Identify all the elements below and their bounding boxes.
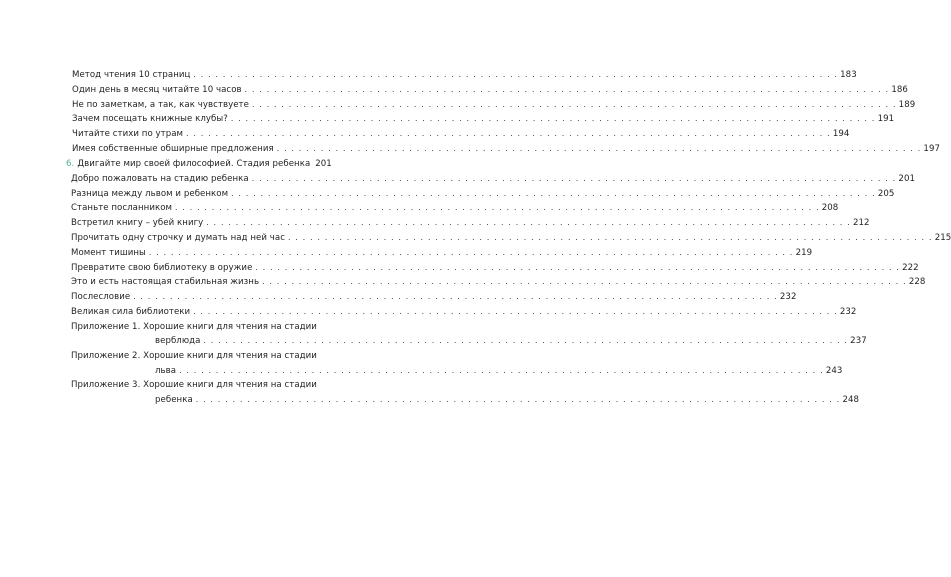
appendix-title-continued: льва [155, 365, 177, 376]
chapter-title: Двигайте мир своей философией. Стадия ребенка [77, 159, 311, 169]
toc-entry-title: Зачем посещать книжные клубы? [72, 114, 228, 125]
dot-leader [133, 290, 778, 305]
toc-entry-title: Не по заметкам, а так, как чувствуете [72, 99, 249, 110]
toc-entry-page: 191 [877, 114, 895, 125]
toc-entry-page: 222 [902, 262, 919, 273]
appendix-page: 243 [825, 365, 843, 376]
toc-entry [71, 246, 813, 261]
toc-entry-page: 194 [832, 129, 850, 140]
toc-entry-page: 232 [779, 292, 797, 303]
toc-entry [72, 98, 916, 113]
appendix-title-continued: верблюда [155, 336, 201, 347]
dot-leader [206, 216, 851, 231]
toc-entry-title: Добро пожаловать на стадию ребенка [71, 173, 249, 184]
toc-entry-page: 205 [877, 188, 895, 199]
toc-entry [72, 127, 850, 142]
toc-entry-title: Встретил книгу – убей книгу [71, 218, 204, 229]
appendix-title-continued: ребенка [155, 394, 193, 405]
toc-entry-title: Это и есть настоящая стабильная жизнь [71, 277, 260, 288]
toc-entry-title: Метод чтения 10 страниц [72, 70, 191, 80]
toc-entry [71, 231, 951, 246]
toc-entry [71, 216, 870, 231]
toc-entry-title: Читайте стихи по утрам [72, 129, 184, 140]
toc-entry-page: 201 [898, 173, 915, 184]
toc-entry-page: 186 [891, 84, 908, 95]
appendix-title: Приложение 1. Хорошие книги для чтения на стадии [71, 321, 317, 332]
toc-entry-title: Момент тишины [71, 247, 146, 258]
toc-entry [72, 83, 908, 98]
toc-entry-page: 183 [840, 70, 857, 80]
dot-leader [179, 364, 824, 378]
dot-leader [203, 334, 848, 348]
toc-entry-page: 208 [821, 203, 839, 214]
toc-entry-title: Прочитать одну строчку и думать над ней час [71, 232, 285, 243]
appendix-page: 237 [850, 336, 867, 347]
toc-entry-title: Имея собственные обширные предложения [72, 143, 274, 154]
toc-entry [72, 68, 857, 83]
dot-leader [149, 246, 794, 261]
toc-entry [71, 290, 797, 305]
dot-leader [277, 142, 922, 157]
toc-entry-title: Разница между львом и ребенком [71, 188, 229, 199]
toc-entry-title: Послесловие [71, 292, 131, 303]
dot-leader [196, 393, 841, 407]
dot-leader [252, 172, 897, 187]
toc-entry-page: 189 [898, 99, 916, 110]
toc-entry [72, 142, 940, 157]
dot-leader [175, 201, 820, 216]
dot-leader [245, 83, 890, 98]
dot-leader [231, 112, 876, 127]
toc-chapter-heading [66, 157, 332, 172]
dot-leader [186, 127, 831, 142]
toc-entry-page: 228 [908, 277, 926, 288]
toc-entry-title: Один день в месяц читайте 10 часов [72, 84, 242, 95]
toc-entry-title: Превратите свою библиотеку в оружие [71, 262, 253, 273]
toc-section-previous [0, 68, 940, 157]
toc-appendix-entry [71, 321, 867, 349]
toc-appendix-entry [71, 350, 843, 378]
toc-entry [71, 261, 919, 276]
chapter-number: 6. [66, 159, 75, 169]
toc-section-chapter-6 [0, 157, 951, 407]
dot-leader [193, 305, 838, 320]
toc-entry-page: 212 [853, 218, 870, 229]
toc-appendix-entry [71, 379, 860, 407]
toc-entry-title: Великая сила библиотеки [71, 306, 191, 317]
appendix-page: 248 [842, 394, 860, 405]
dot-leader [255, 261, 900, 276]
toc-entry [71, 187, 895, 202]
dot-leader [193, 68, 838, 83]
toc-entry [71, 172, 915, 187]
toc-entry [72, 112, 895, 127]
toc-entry-page: 232 [839, 306, 857, 317]
toc-entry [71, 305, 857, 320]
chapter-page: 201 [315, 159, 332, 169]
dot-leader [288, 231, 933, 246]
appendix-title: Приложение 3. Хорошие книги для чтения на стадии [71, 380, 317, 391]
toc-entry-title: Станьте посланником [71, 203, 173, 214]
toc-entry [71, 201, 839, 216]
appendix-title: Приложение 2. Хорошие книги для чтения на стадии [71, 350, 317, 361]
toc-entry [71, 275, 926, 290]
dot-leader [252, 98, 897, 113]
toc-entry-page: 215 [934, 232, 951, 243]
toc-entry-page: 197 [923, 143, 940, 154]
dot-leader [262, 275, 907, 290]
toc-entry-page: 219 [795, 247, 813, 258]
dot-leader [231, 187, 876, 202]
